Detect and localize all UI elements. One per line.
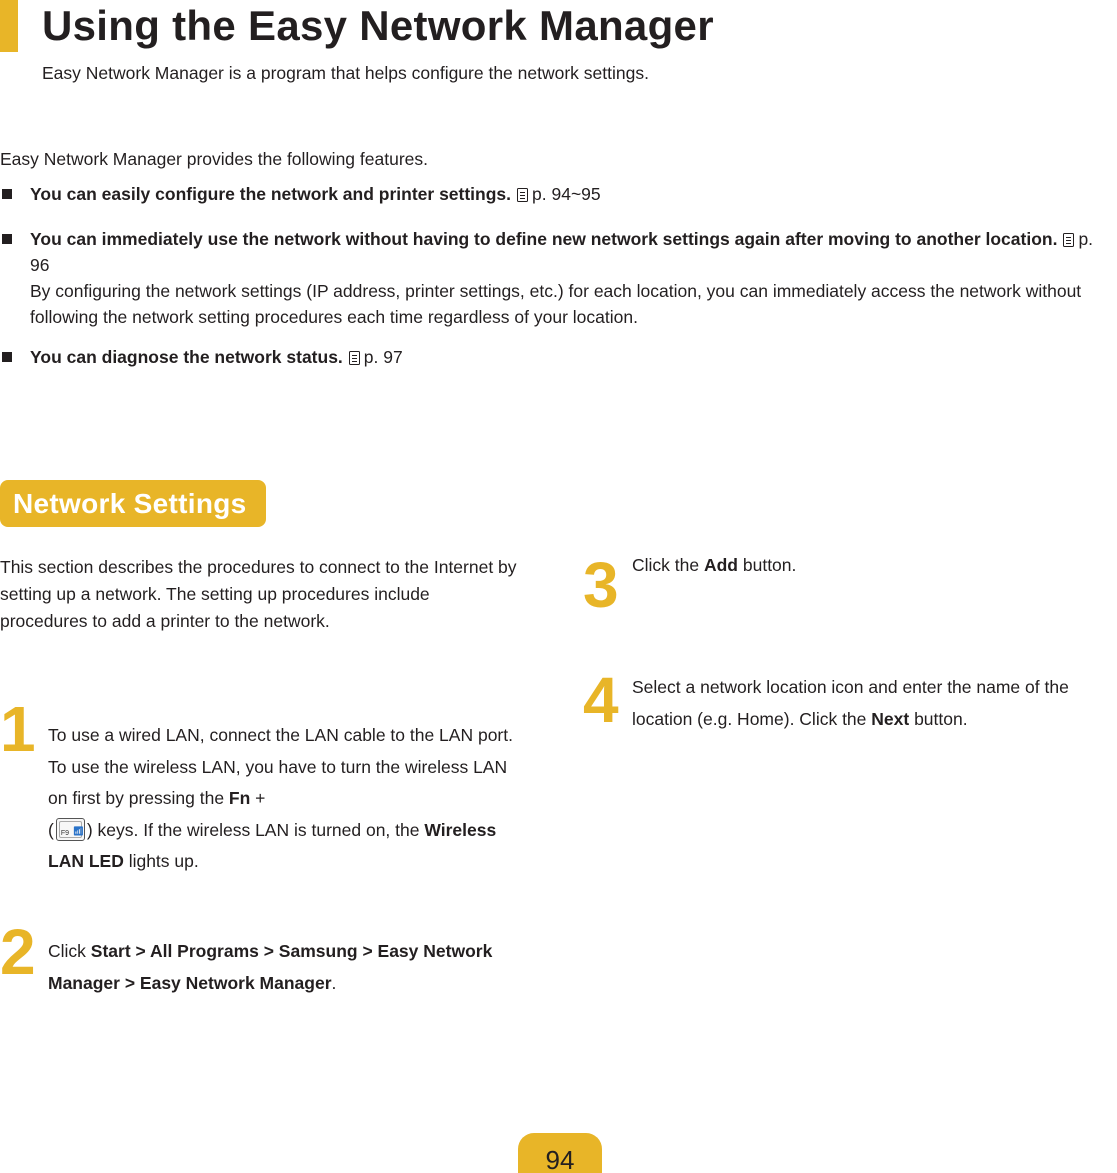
step-number: 2	[0, 916, 36, 988]
fn-key-label: Fn	[228, 788, 251, 808]
features-intro: Easy Network Manager provides the following features.	[0, 149, 428, 169]
page-reference-icon	[1063, 233, 1074, 247]
step-text-part: Click	[48, 941, 91, 961]
page-subtitle: Easy Network Manager is a program that helps configure the network settings.	[42, 63, 649, 83]
step-text-part: Click the	[632, 555, 704, 575]
step-text-part: button.	[909, 708, 968, 729]
section-description: This section describes the procedures to connect to the Internet by setting up a network. The setting up procedures include procedures to add a printer to the network.	[0, 557, 517, 631]
bullet-square-icon	[2, 234, 12, 244]
feature-heading: You can immediately use the network without having to define new network settings again after moving to another location.	[30, 229, 1058, 249]
step-text-part: ) keys. If the wireless LAN is turned on, the	[86, 819, 425, 840]
step-text-part: .	[331, 972, 337, 993]
menu-path: Start > All Programs > Samsung > Easy Network Manager > Easy Network Manager	[48, 941, 493, 993]
step-text-part: button.	[738, 555, 797, 575]
step-text-part: Select a network location icon and enter the name of the location (e.g. Home). Click the	[632, 677, 1069, 729]
step-text	[632, 550, 1112, 582]
feature-item	[0, 226, 1110, 330]
step-text-part: lights up.	[123, 851, 199, 871]
feature-item	[0, 344, 1110, 370]
step-number: 1	[0, 693, 36, 765]
title-accent-bar	[0, 0, 18, 52]
step-number: 3	[583, 549, 619, 621]
feature-heading: You can diagnose the network status.	[30, 347, 343, 367]
page-title: Using the Easy Network Manager	[42, 2, 714, 49]
step-text-part: To use a wired LAN, connect the LAN cable to the LAN port. To use the wireless LAN, you have to turn the wireless LAN on first by pressing the	[48, 725, 513, 808]
button-name: Next	[871, 708, 910, 729]
page-reference-icon	[349, 351, 360, 365]
bullet-square-icon	[2, 189, 12, 199]
key-label: F9	[60, 829, 69, 837]
led-name: Wireless LAN LED	[48, 819, 497, 871]
step-number: 4	[583, 664, 619, 736]
bullet-square-icon	[2, 352, 12, 362]
feature-item	[0, 181, 1110, 207]
page-reference[interactable]: p. 96	[30, 229, 1094, 275]
feature-heading: You can easily configure the network and printer settings.	[30, 184, 512, 204]
button-name: Add	[703, 555, 738, 575]
page-number: 94	[518, 1133, 602, 1173]
feature-detail: By configuring the network settings (IP address, printer settings, etc.) for each location, you can immediately access the network without following the network setting procedures each time regardless of your location.	[30, 281, 1082, 327]
section-heading: Network Settings	[0, 480, 266, 527]
step-text-part: +	[250, 788, 266, 808]
step-text	[632, 672, 1116, 735]
step-text: To use a wired LAN, connect the LAN cable to the LAN port. To use the wireless LAN, you have to turn the wireless LAN on first by pressing the Fn + ( F9 📶︎ ) keys. If the wireless LAN is turned on, the Wireless LAN LED lights up.	[48, 725, 513, 871]
page-reference-icon	[517, 188, 528, 202]
page-reference[interactable]: p. 97	[363, 347, 403, 367]
page-reference[interactable]: p. 94~95	[532, 184, 601, 204]
wireless-key-icon: F9 📶︎	[56, 818, 85, 841]
step-text	[48, 936, 518, 999]
